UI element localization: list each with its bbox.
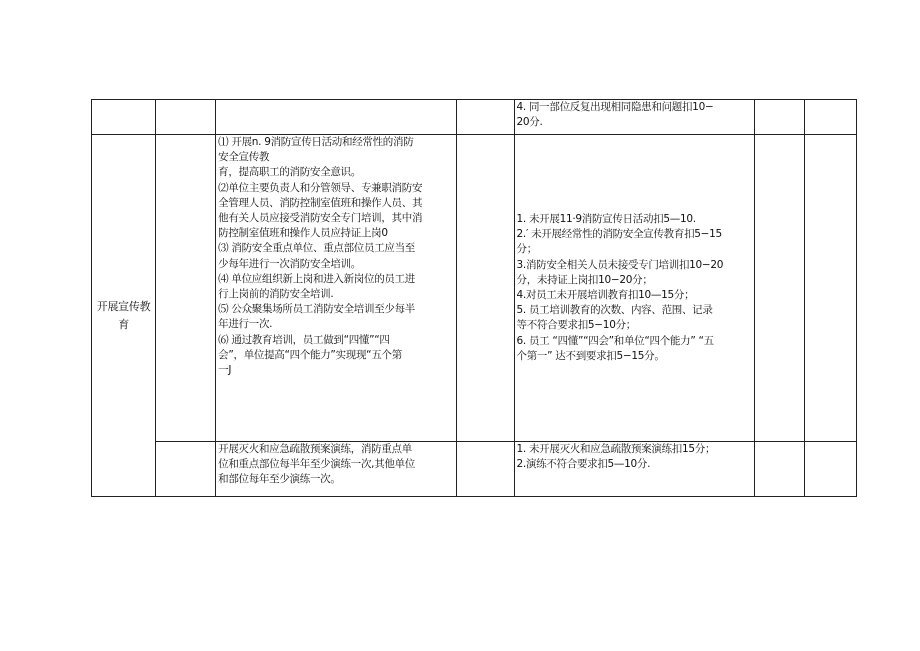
standard-score-cell bbox=[457, 442, 514, 497]
deduction-line: 20分. bbox=[516, 116, 543, 129]
table-row-drill bbox=[92, 442, 857, 497]
deduction-line: 2.′ 未开展经常性的消防安全宣传教育扣5−15 bbox=[516, 228, 722, 241]
requirement-line: 会”，单位提高“四个能力”实现现“五个第 bbox=[218, 348, 402, 361]
requirement-line: 安全宣传教 bbox=[218, 151, 270, 164]
remark-cell bbox=[804, 135, 856, 442]
deduction-line: 5. 员工培训教育的次数、内容、范围、记录 bbox=[516, 304, 713, 317]
deduction-line: 2.演练不符合要求扣5—10分. bbox=[516, 458, 651, 471]
table-row-publicity-training bbox=[92, 135, 857, 442]
requirement-line: 他有关人员应接受消防安全专门培训，其中消 bbox=[218, 212, 423, 225]
table-row-repeat-issue bbox=[92, 100, 857, 135]
requirement-line: 和部位每年至少演练一次。 bbox=[218, 473, 341, 486]
remark-cell bbox=[804, 100, 856, 135]
requirement-line: 开展灭火和应急疏散预案演练，消防重点单 bbox=[218, 443, 412, 455]
requirement-line: 少每年进行一次消防安全培训。 bbox=[218, 257, 361, 270]
deduction-line: 分，未持证上岗扣10−20分； bbox=[516, 273, 653, 286]
deduction-line: 1. 未开展11·9消防宣传日活动扣5—10. bbox=[516, 212, 696, 225]
requirement-line: 位和重点部位每半年至少演练一次,其他单位 bbox=[218, 458, 415, 471]
requirement-line: ⑴ 开展n. 9消防宣传日活动和经常性的消防 bbox=[218, 136, 414, 148]
deduction-cell bbox=[514, 135, 754, 442]
requirement-line: 年进行一次. bbox=[218, 318, 273, 331]
requirement-line: ⑹ 通过教育培训，员工做到“四懂”“四 bbox=[218, 333, 390, 346]
deduction-line: 4.对员工未开展培训教育扣10—15分； bbox=[516, 289, 695, 301]
standard-score-cell bbox=[457, 100, 514, 135]
deduction-line: 4. 同一部位反复出现相同隐患和问题扣10− bbox=[516, 101, 714, 113]
requirement-line: 全管理人员、消防控制室值班和操作人员、其 bbox=[218, 196, 423, 209]
deduction-line: 6. 员工 “四懂”“四会”和单位“四个能力” “五 bbox=[516, 334, 714, 347]
deduction-cell bbox=[514, 442, 754, 497]
category-label: 开展宣传教 bbox=[96, 299, 151, 313]
standard-score-cell bbox=[457, 135, 514, 442]
category-label: 育 bbox=[118, 317, 129, 331]
requirement-line: 育，提高职工的消防安全意识。 bbox=[218, 166, 361, 179]
requirement-line: ⑵单位主要负责人和分管领导、专兼职消防安 bbox=[218, 181, 423, 194]
requirement-cell bbox=[216, 135, 457, 442]
requirement-cell bbox=[216, 442, 457, 497]
requirement-line: ⑸ 公众聚集场所员工消防安全培训至少每半 bbox=[218, 303, 415, 316]
deduction-line: 个第一” 达不到要求扣5−15分。 bbox=[516, 349, 665, 362]
requirement-line: ⑶ 消防安全重点单位、重点部位员工应当至 bbox=[218, 242, 415, 255]
deduction-line: 等不符合要求扣5−10分； bbox=[516, 319, 636, 332]
category-cell bbox=[92, 135, 156, 497]
requirement-line: 行上岗前的消防安全培训. bbox=[218, 288, 334, 301]
subcategory-cell bbox=[156, 100, 216, 135]
requirement-cell bbox=[216, 100, 457, 135]
requirement-line: ⑷ 单位应组织新上岗和进入新岗位的员工进 bbox=[218, 272, 415, 285]
subcategory-cell bbox=[156, 135, 216, 442]
remark-cell bbox=[804, 442, 856, 497]
category-cell bbox=[92, 100, 156, 135]
deduction-line: 3.消防安全相关人员未接受专门培训扣10−20 bbox=[516, 258, 724, 271]
deduction-line: 1. 未开展灭火和应急疏散预案演练扣15分； bbox=[516, 443, 716, 455]
actual-score-cell bbox=[754, 100, 804, 135]
requirement-line: 一J bbox=[218, 364, 232, 377]
requirement-line: 防控制室值班和操作人员应持证上岗0 bbox=[218, 227, 388, 240]
actual-score-cell bbox=[754, 442, 804, 497]
deduction-cell bbox=[514, 100, 754, 135]
subcategory-cell bbox=[156, 442, 216, 497]
actual-score-cell bbox=[754, 135, 804, 442]
deduction-line: 分； bbox=[516, 243, 537, 256]
scoring-table bbox=[91, 99, 857, 497]
